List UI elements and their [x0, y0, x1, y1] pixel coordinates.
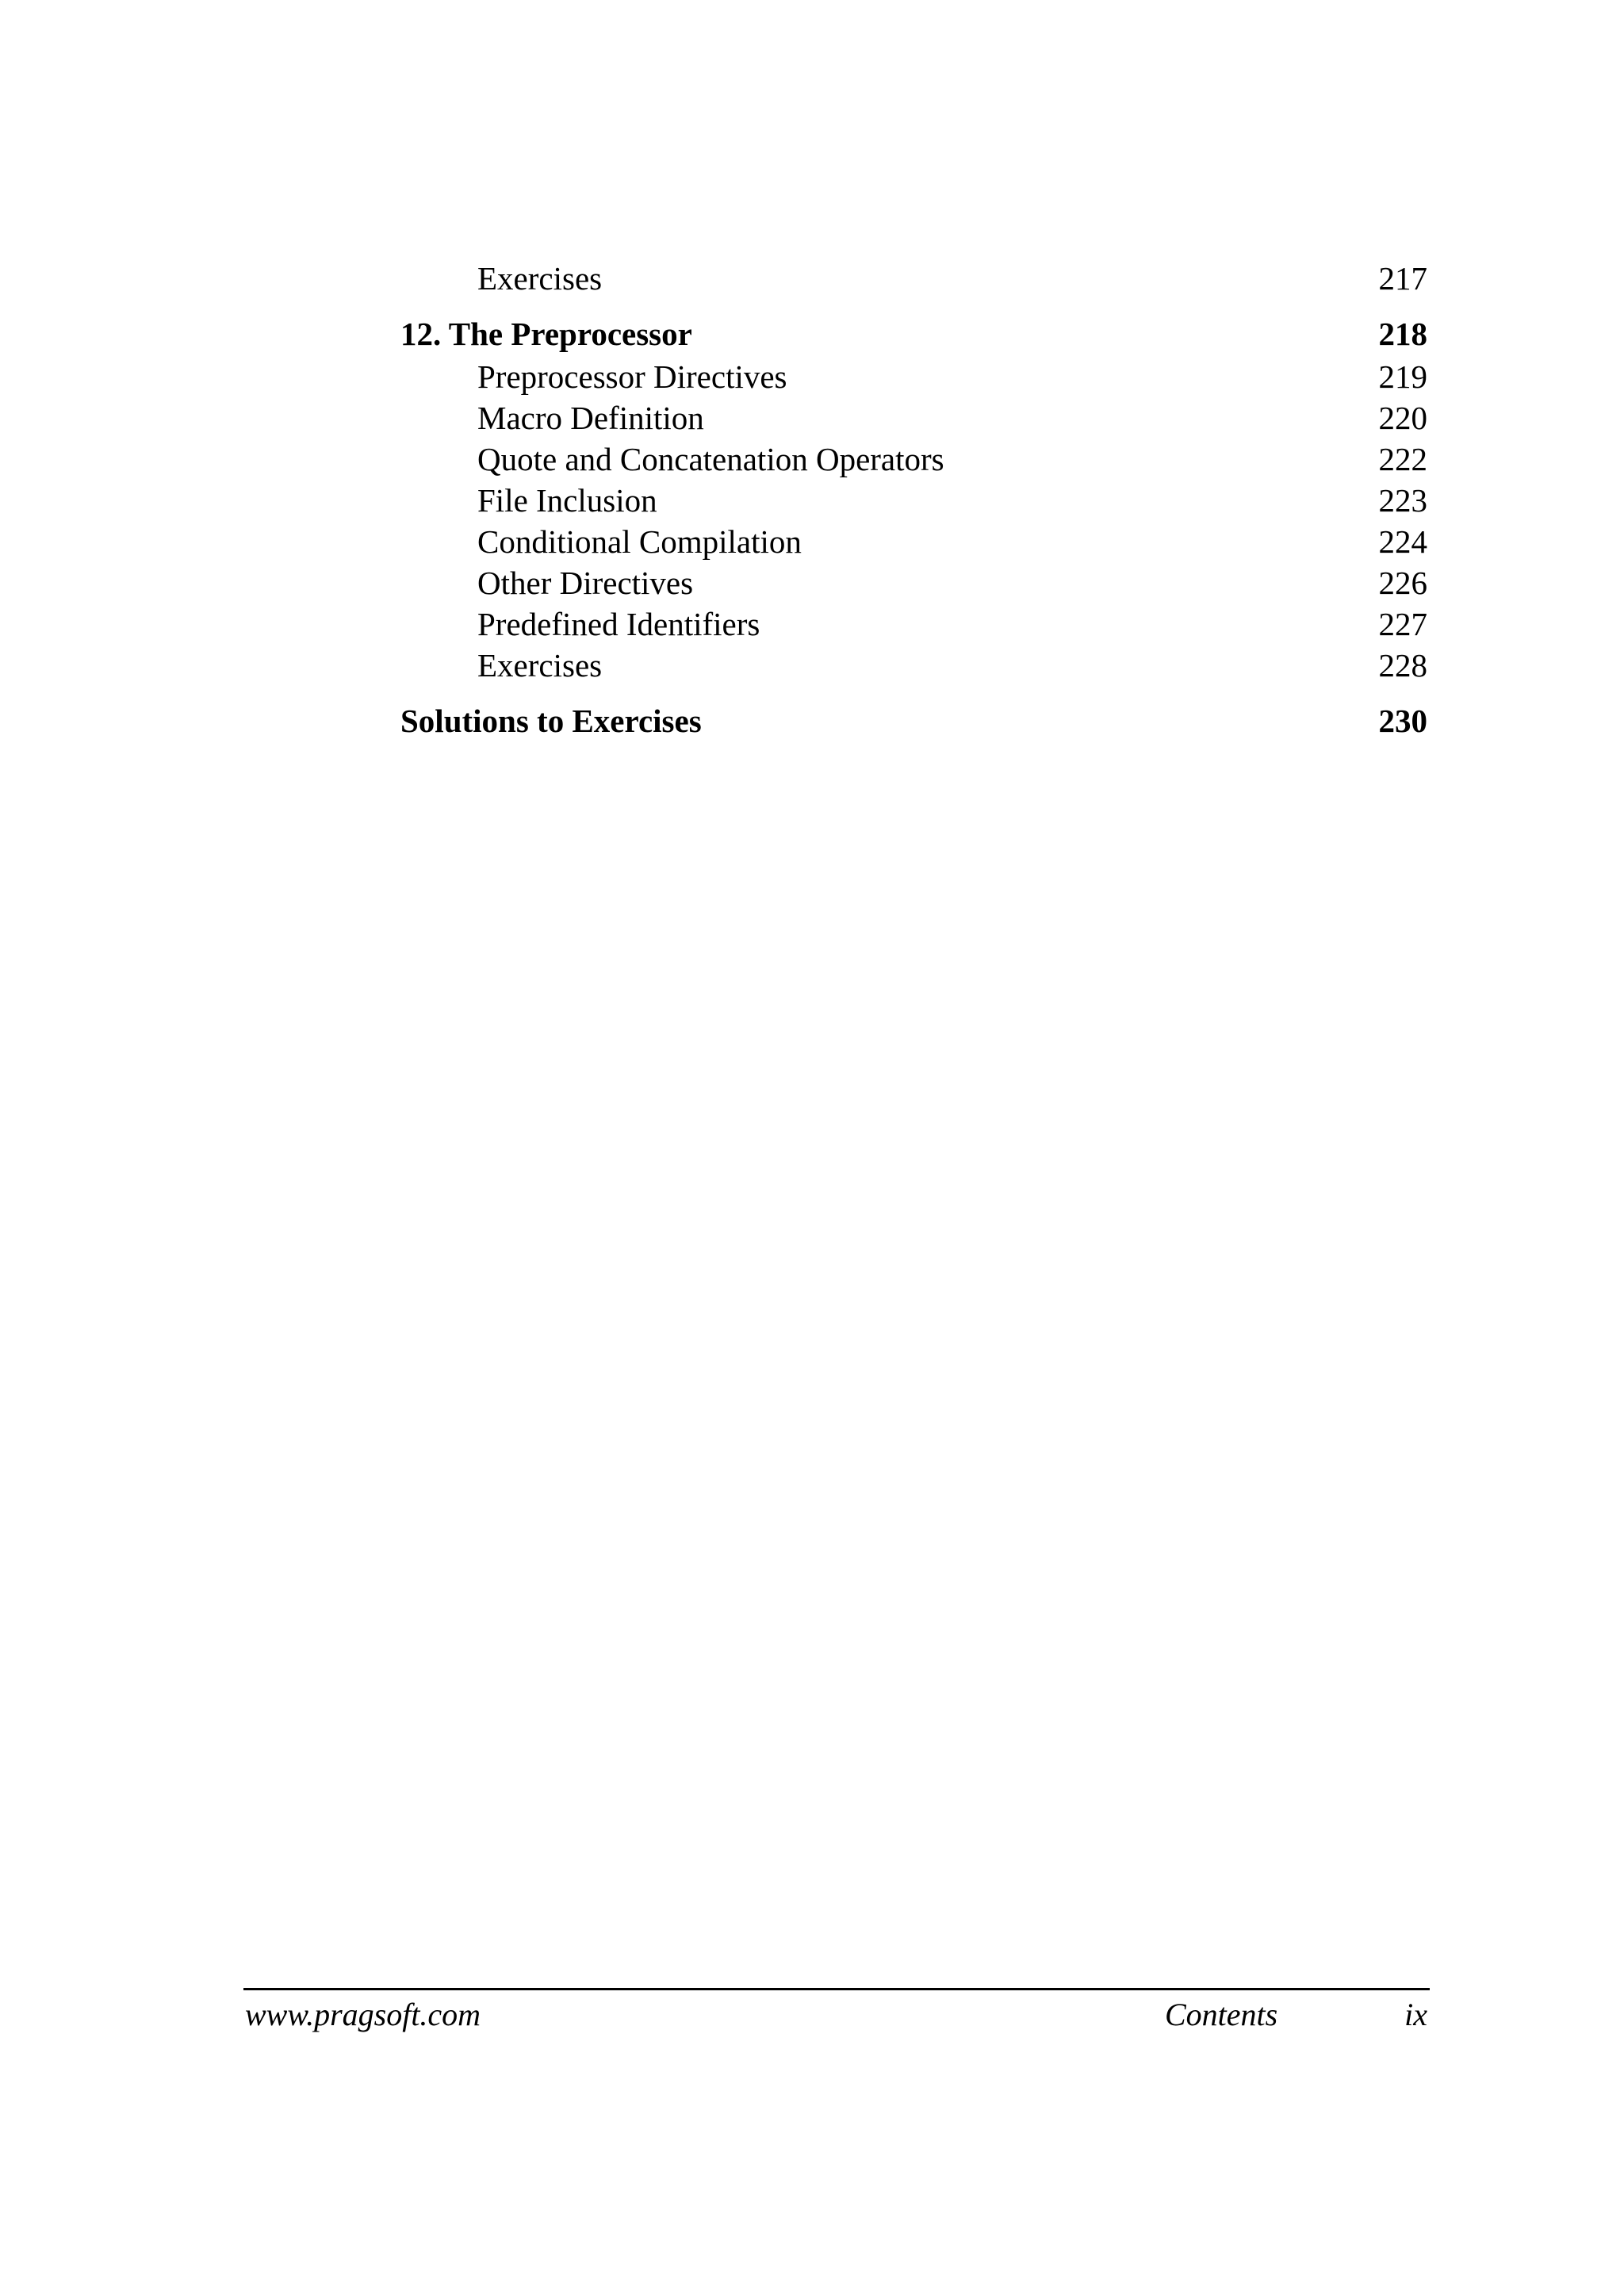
- toc-entry-page: 219: [1378, 358, 1427, 395]
- toc-entry-page: 224: [1378, 523, 1427, 560]
- toc-entry[interactable]: [400, 480, 1427, 521]
- footer-section-name: Contents: [1165, 1997, 1278, 2032]
- toc-entry-page: 227: [1378, 606, 1427, 642]
- toc-chapter-title: 12. The Preprocessor: [400, 316, 692, 352]
- toc-entry-title: Preprocessor Directives: [477, 358, 787, 395]
- toc-chapter-entry[interactable]: [400, 699, 1427, 743]
- page-footer: [243, 1995, 1427, 2035]
- toc-entry-page: 226: [1378, 565, 1427, 601]
- table-of-contents: [400, 258, 1427, 743]
- toc-entry[interactable]: [400, 397, 1427, 439]
- toc-entry-title: Exercises: [477, 260, 603, 297]
- footer-website: www.pragsoft.com: [245, 1997, 481, 2032]
- toc-entry-page: 217: [1378, 260, 1427, 297]
- toc-entry-title: Macro Definition: [477, 400, 704, 436]
- toc-entry-title: Predefined Identifiers: [477, 606, 760, 642]
- toc-entry[interactable]: [400, 521, 1427, 562]
- toc-chapter-page: 230: [1378, 703, 1427, 739]
- toc-entry-page: 223: [1378, 482, 1427, 519]
- toc-entry-title: Exercises: [477, 647, 603, 684]
- footer-divider: [243, 1988, 1430, 1990]
- toc-entry[interactable]: [400, 562, 1427, 603]
- toc-entry[interactable]: [400, 356, 1427, 397]
- toc-chapter-page: 218: [1378, 316, 1427, 352]
- toc-entry-title: Other Directives: [477, 565, 694, 601]
- toc-entry-page: 220: [1378, 400, 1427, 436]
- toc-entry[interactable]: [400, 645, 1427, 686]
- toc-entry[interactable]: [400, 258, 1427, 299]
- toc-entry-title: Quote and Concatenation Operators: [477, 441, 944, 477]
- toc-entry-title: File Inclusion: [477, 482, 657, 519]
- toc-entry-title: Conditional Compilation: [477, 523, 802, 560]
- toc-entry[interactable]: [400, 603, 1427, 645]
- toc-entry-page: 222: [1378, 441, 1427, 477]
- toc-chapter-entry[interactable]: [400, 312, 1427, 356]
- toc-entry[interactable]: [400, 439, 1427, 480]
- toc-chapter-title: Solutions to Exercises: [400, 703, 702, 739]
- footer-page-number: ix: [1404, 1997, 1427, 2032]
- toc-entry-page: 228: [1378, 647, 1427, 684]
